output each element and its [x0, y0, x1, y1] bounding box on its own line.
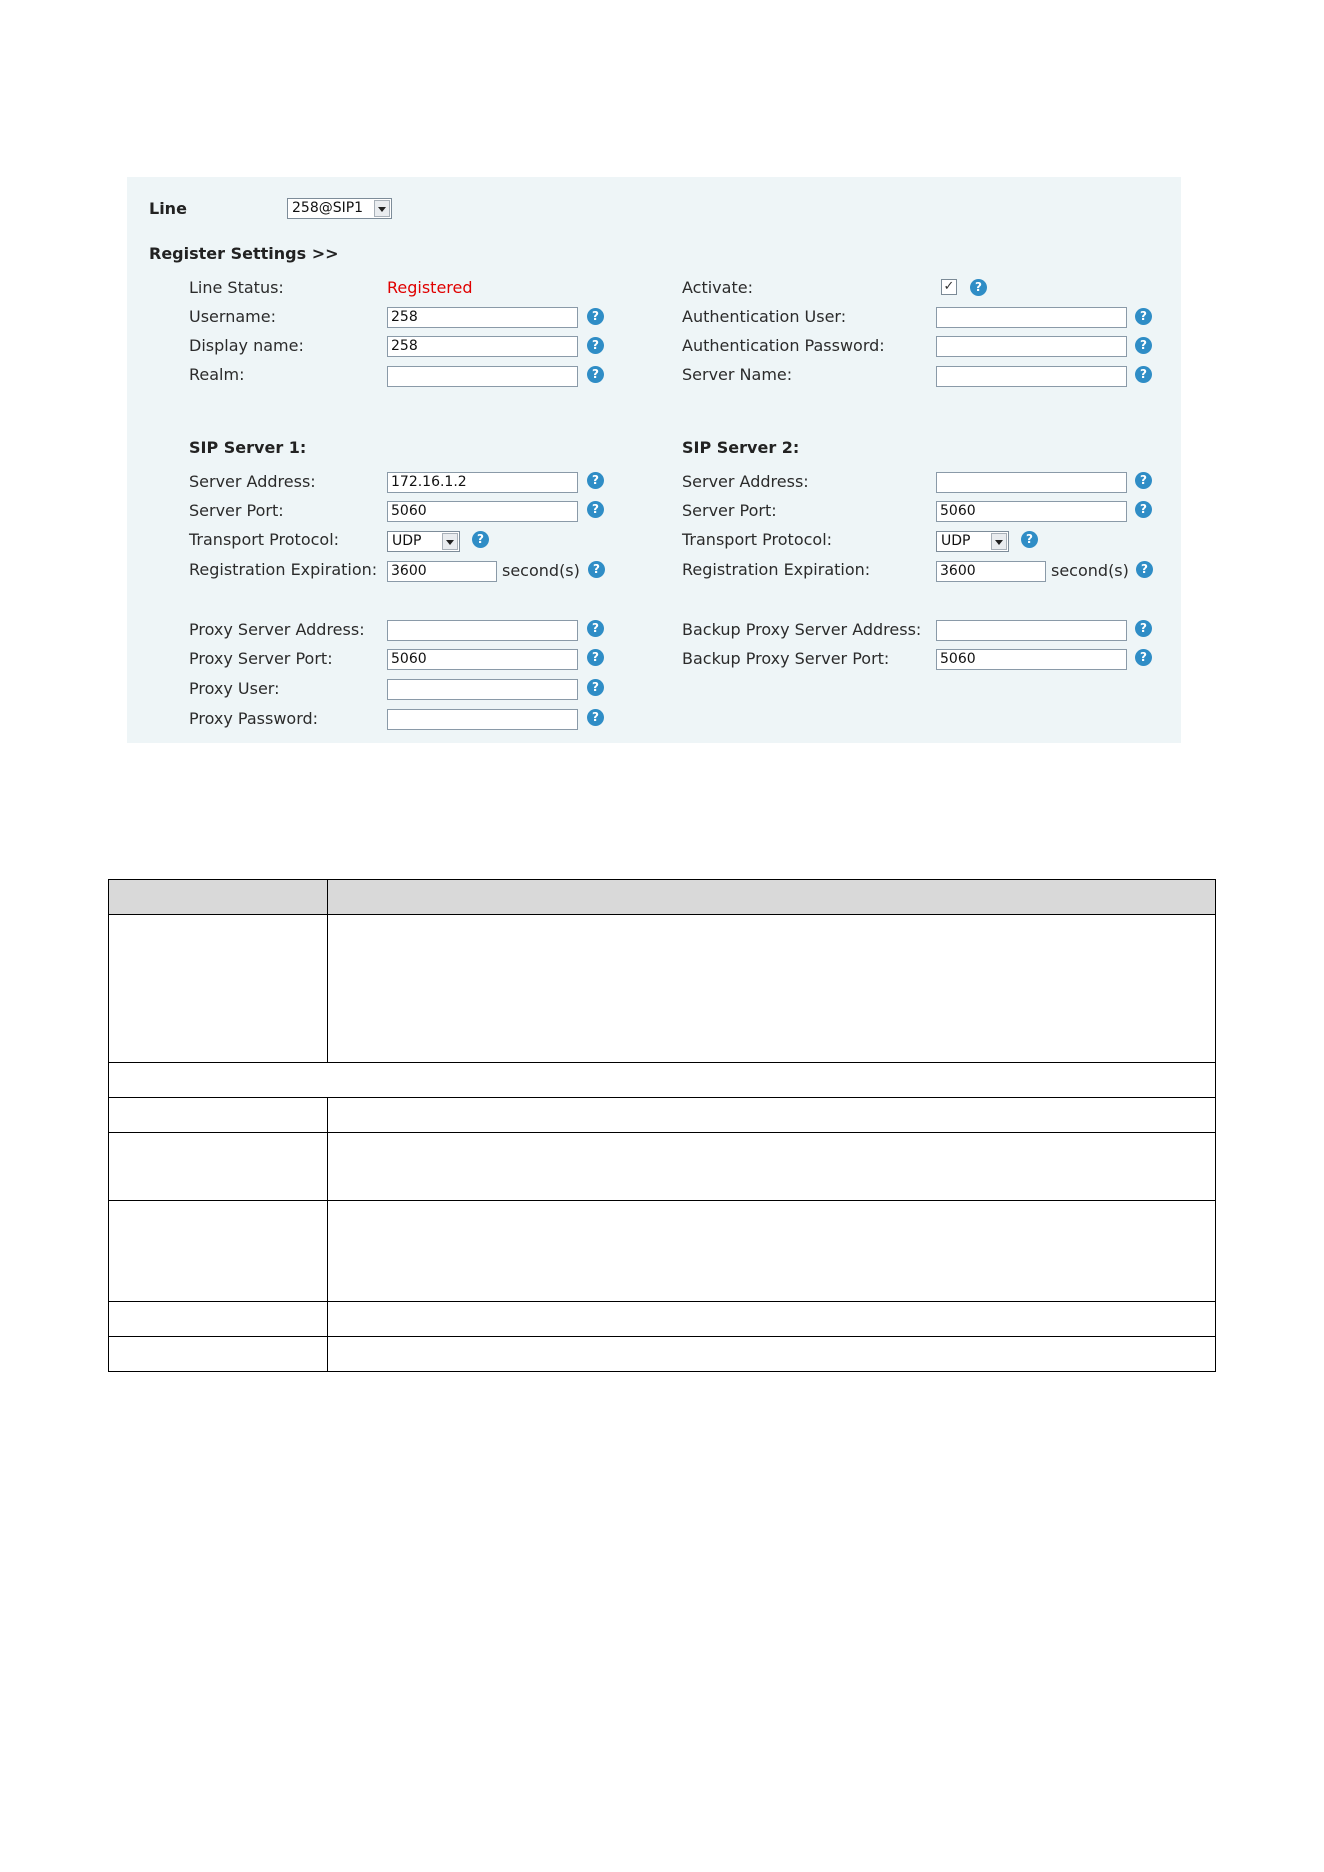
help-icon[interactable]: ?	[472, 531, 489, 548]
help-icon[interactable]: ?	[587, 620, 604, 637]
sip-server-1-heading: SIP Server 1:	[189, 438, 307, 457]
help-icon[interactable]: ?	[587, 649, 604, 666]
auth-user-label: Authentication User:	[682, 307, 847, 326]
help-icon[interactable]: ?	[1135, 472, 1152, 489]
line-select[interactable]	[287, 198, 392, 219]
line-status-label: Line Status:	[189, 278, 284, 297]
realm-label: Realm:	[189, 365, 245, 384]
table-header-cell	[328, 880, 1216, 915]
proxy-address-label: Proxy Server Address:	[189, 620, 365, 639]
display-name-input[interactable]: 258	[387, 336, 578, 357]
backup-proxy-port-label: Backup Proxy Server Port:	[682, 649, 890, 668]
sip1-transport-value: UDP	[392, 533, 422, 549]
table-row	[109, 1201, 1216, 1302]
sip1-expiration-label: Registration Expiration:	[189, 560, 378, 579]
sip-server-2-heading: SIP Server 2:	[682, 438, 800, 457]
sip2-transport-select[interactable]	[936, 531, 1009, 552]
display-name-label: Display name:	[189, 336, 304, 355]
server-name-label: Server Name:	[682, 365, 793, 384]
proxy-password-input[interactable]	[387, 709, 578, 730]
backup-proxy-port-input[interactable]: 5060	[936, 649, 1127, 670]
table-cell	[328, 1133, 1216, 1201]
parameter-table	[108, 879, 1216, 1372]
table-header-row	[109, 880, 1216, 915]
sip2-port-label: Server Port:	[682, 501, 777, 520]
chevron-down-icon	[442, 533, 458, 550]
sip2-transport-label: Transport Protocol:	[682, 530, 833, 549]
table-cell	[328, 1098, 1216, 1133]
help-icon[interactable]: ?	[1135, 649, 1152, 666]
sip1-transport-label: Transport Protocol:	[189, 530, 340, 549]
line-label: Line	[149, 199, 187, 218]
table-cell	[109, 1063, 1216, 1098]
sip2-address-label: Server Address:	[682, 472, 809, 491]
sip2-expiration-label: Registration Expiration:	[682, 560, 871, 579]
sip2-transport-value: UDP	[941, 533, 971, 549]
table-cell	[328, 915, 1216, 1063]
help-icon[interactable]: ?	[970, 279, 987, 296]
table-cell	[109, 1302, 328, 1337]
line-status-value: Registered	[387, 278, 473, 297]
proxy-address-input[interactable]	[387, 620, 578, 641]
help-icon[interactable]: ?	[1135, 337, 1152, 354]
proxy-user-label: Proxy User:	[189, 679, 280, 698]
proxy-password-label: Proxy Password:	[189, 709, 319, 728]
activate-label: Activate:	[682, 278, 753, 297]
help-icon[interactable]: ?	[587, 501, 604, 518]
realm-input[interactable]	[387, 366, 578, 387]
table-row	[109, 1098, 1216, 1133]
auth-password-label: Authentication Password:	[682, 336, 885, 355]
table-cell	[328, 1201, 1216, 1302]
help-icon[interactable]: ?	[588, 561, 605, 578]
sip1-address-label: Server Address:	[189, 472, 316, 491]
sip1-expiration-unit: second(s)	[502, 561, 580, 580]
sip2-address-input[interactable]	[936, 472, 1127, 493]
backup-proxy-address-label: Backup Proxy Server Address:	[682, 620, 922, 639]
line-settings-panel	[127, 177, 1181, 743]
table-cell	[109, 1337, 328, 1372]
help-icon[interactable]: ?	[587, 709, 604, 726]
username-label: Username:	[189, 307, 276, 326]
sip1-expiration-input[interactable]: 3600	[387, 561, 497, 582]
help-icon[interactable]: ?	[587, 679, 604, 696]
help-icon[interactable]: ?	[1135, 366, 1152, 383]
register-settings-heading[interactable]: Register Settings >>	[149, 244, 339, 263]
table-cell	[109, 1201, 328, 1302]
proxy-port-label: Proxy Server Port:	[189, 649, 333, 668]
chevron-down-icon	[374, 200, 390, 217]
sip1-address-input[interactable]: 172.16.1.2	[387, 472, 578, 493]
table-cell	[109, 915, 328, 1063]
proxy-user-input[interactable]	[387, 679, 578, 700]
table-row	[109, 1133, 1216, 1201]
help-icon[interactable]: ?	[1135, 620, 1152, 637]
line-select-value: 258@SIP1	[292, 200, 364, 216]
auth-user-input[interactable]	[936, 307, 1127, 328]
sip1-transport-select[interactable]	[387, 531, 460, 552]
table-cell	[328, 1337, 1216, 1372]
username-input[interactable]: 258	[387, 307, 578, 328]
chevron-down-icon	[991, 533, 1007, 550]
help-icon[interactable]: ?	[587, 337, 604, 354]
sip1-port-label: Server Port:	[189, 501, 284, 520]
auth-password-input[interactable]	[936, 336, 1127, 357]
table-row	[109, 1302, 1216, 1337]
table-row	[109, 915, 1216, 1063]
proxy-port-input[interactable]: 5060	[387, 649, 578, 670]
table-cell	[109, 1133, 328, 1201]
table-row	[109, 1337, 1216, 1372]
help-icon[interactable]: ?	[1021, 531, 1038, 548]
table-cell	[109, 1098, 328, 1133]
sip2-expiration-input[interactable]: 3600	[936, 561, 1046, 582]
help-icon[interactable]: ?	[587, 366, 604, 383]
sip2-port-input[interactable]: 5060	[936, 501, 1127, 522]
help-icon[interactable]: ?	[1136, 561, 1153, 578]
sip1-port-input[interactable]: 5060	[387, 501, 578, 522]
help-icon[interactable]: ?	[587, 308, 604, 325]
table-cell	[328, 1302, 1216, 1337]
table-section-row	[109, 1063, 1216, 1098]
backup-proxy-address-input[interactable]	[936, 620, 1127, 641]
activate-checkbox[interactable]: ✓	[941, 279, 957, 295]
sip2-expiration-unit: second(s)	[1051, 561, 1129, 580]
help-icon[interactable]: ?	[587, 472, 604, 489]
help-icon[interactable]: ?	[1135, 308, 1152, 325]
help-icon[interactable]: ?	[1135, 501, 1152, 518]
table-header-cell	[109, 880, 328, 915]
server-name-input[interactable]	[936, 366, 1127, 387]
